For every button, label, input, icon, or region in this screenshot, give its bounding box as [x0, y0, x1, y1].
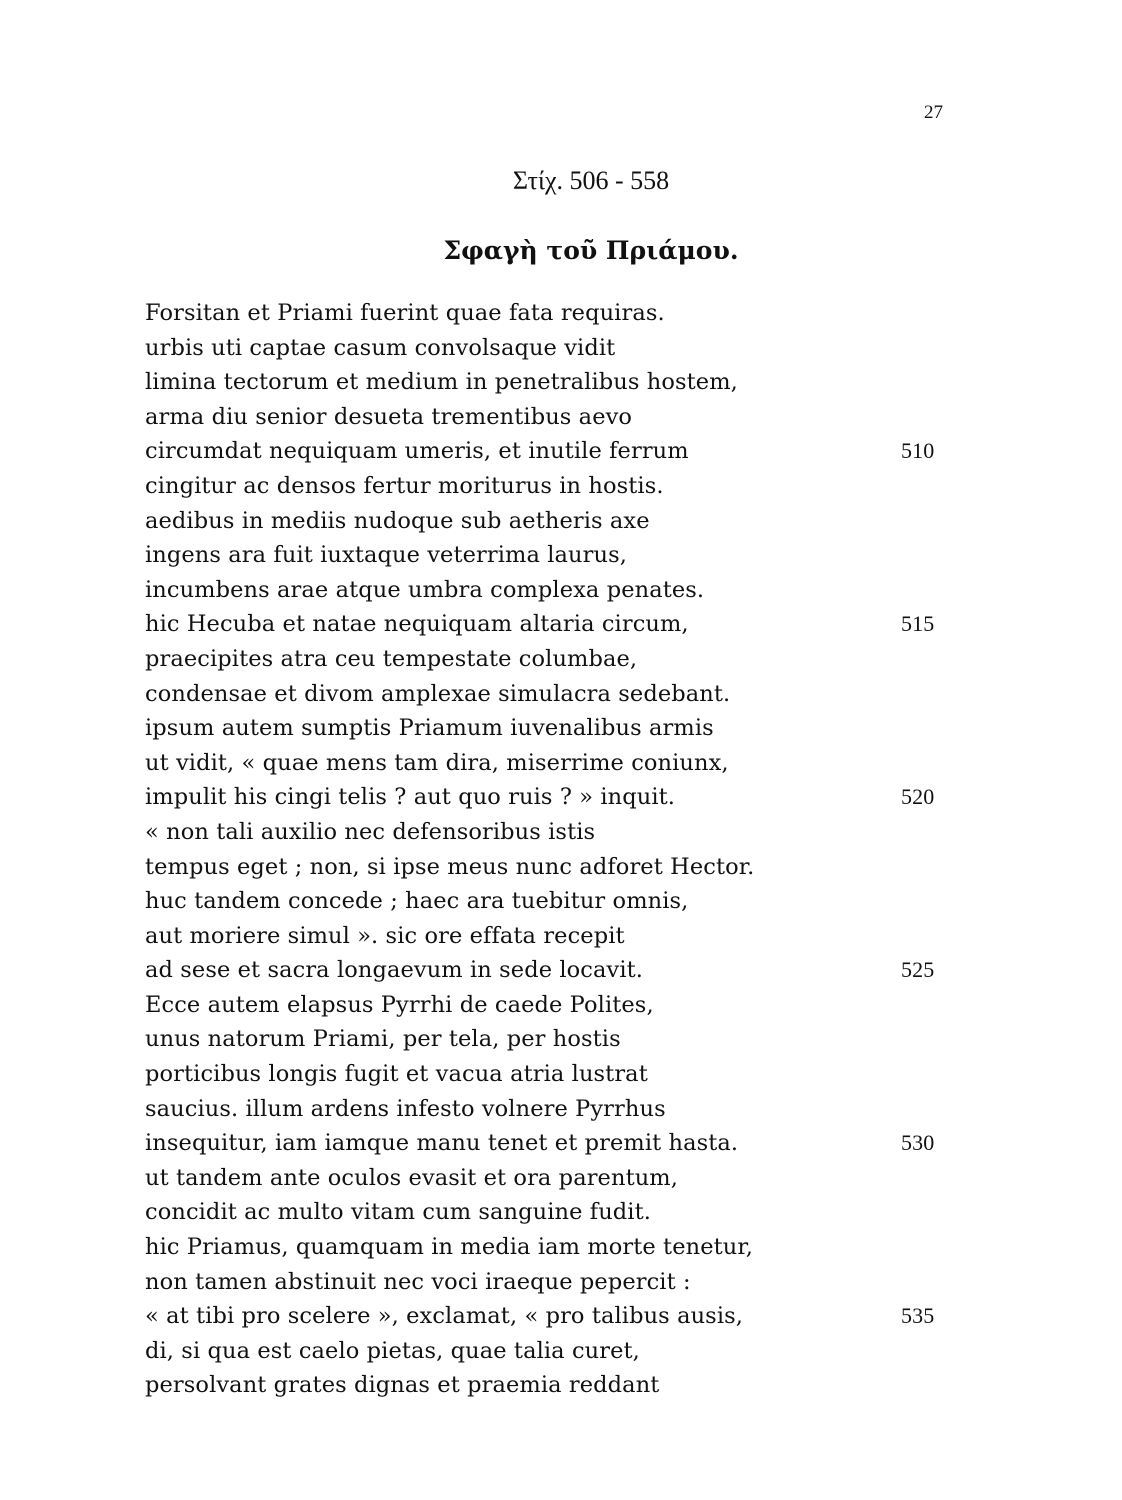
verse-line-text: unus natorum Priami, per tela, per hostis — [145, 1026, 621, 1053]
verse-line — [145, 815, 965, 850]
verse-line-text: Ecce autem elapsus Pyrrhi de caede Polites, — [145, 991, 654, 1018]
verse-line — [145, 1092, 965, 1127]
verse-line-text: persolvant grates dignas et praemia reddant — [145, 1372, 660, 1399]
verse-line-text: saucius. illum ardens infesto volnere Pyrrhus — [145, 1095, 666, 1122]
verse-line — [145, 850, 965, 885]
verse-line — [145, 504, 965, 539]
verse-line-text: praecipites atra ceu tempestate columbae, — [145, 645, 638, 672]
verse-line-text: limina tectorum et medium in penetralibus hostem, — [145, 369, 738, 396]
verse-line-text: aut moriere simul ». sic ore effata recepit — [145, 922, 625, 949]
verse-line — [145, 953, 965, 988]
verse-line-text: circumdat nequiquam umeris, et inutile ferrum — [145, 438, 689, 465]
verse-line — [145, 1126, 965, 1161]
verse-line-text: incumbens arae atque umbra complexa penates. — [145, 576, 705, 603]
verse-line-text: di, si qua est caelo pietas, quae talia curet, — [145, 1337, 640, 1364]
verse-line-text: ut vidit, « quae mens tam dira, miserrime coniunx, — [145, 749, 729, 776]
verse-range-heading: Στίχ. 506 - 558 — [512, 166, 670, 195]
page-number: 27 — [924, 102, 943, 123]
verse-line-number: 520 — [901, 784, 935, 810]
verse-line — [145, 434, 965, 469]
verse-line-text: aedibus in mediis nudoque sub aetheris axe — [145, 507, 650, 534]
verse-line-number: 530 — [901, 1130, 935, 1156]
verse-line — [145, 919, 965, 954]
section-title: Σφαγὴ τοῦ Πριάμου. — [443, 236, 739, 265]
verse-line — [145, 746, 965, 781]
verse-line — [145, 1334, 965, 1369]
verse-line-text: ingens ara fuit iuxtaque veterrima laurus, — [145, 542, 627, 569]
verse-line-text: hic Priamus, quamquam in media iam morte tenetur, — [145, 1234, 753, 1261]
verse-line-text: cingitur ac densos fertur moriturus in hostis. — [145, 472, 664, 499]
verse-line-text: non tamen abstinuit nec voci iraeque pepercit : — [145, 1268, 691, 1295]
verse-line — [145, 1161, 965, 1196]
verse-line — [145, 711, 965, 746]
verse-line-text: arma diu senior desueta trementibus aevo — [145, 403, 633, 430]
verse-line — [145, 573, 965, 608]
verse-line-text: Forsitan et Priami fuerint quae fata requiras. — [145, 300, 665, 326]
verse-line-text: ut tandem ante oculos evasit et ora parentum, — [145, 1164, 678, 1191]
verse-line — [145, 780, 965, 815]
verse-line-text: urbis uti captae casum convolsaque vidit — [145, 334, 616, 361]
verse-line — [145, 988, 965, 1023]
verse-line — [145, 884, 965, 919]
poem-text — [145, 296, 965, 1403]
verse-line-text: tempus eget ; non, si ipse meus nunc adforet Hector. — [145, 853, 755, 880]
verse-line — [145, 1230, 965, 1265]
verse-line-text: « at tibi pro scelere », exclamat, « pro talibus ausis, — [145, 1303, 744, 1330]
verse-line — [145, 1265, 965, 1300]
verse-line — [145, 469, 965, 504]
verse-line-number: 525 — [901, 957, 935, 983]
verse-line-text: concidit ac multo vitam cum sanguine fudit. — [145, 1199, 652, 1226]
verse-line-number: 510 — [901, 438, 935, 464]
verse-line-text: ipsum autem sumptis Priamum iuvenalibus armis — [145, 715, 714, 742]
verse-line-text: porticibus longis fugit et vacua atria lustrat — [145, 1061, 648, 1088]
verse-line-text: hic Hecuba et natae nequiquam altaria circum, — [145, 611, 689, 638]
verse-line — [145, 607, 965, 642]
verse-line-number: 515 — [901, 611, 935, 637]
verse-line — [145, 1195, 965, 1230]
verse-line — [145, 365, 965, 400]
verse-line — [145, 677, 965, 712]
verse-line — [145, 1368, 965, 1403]
verse-line — [145, 1299, 965, 1334]
verse-line-text: impulit his cingi telis ? aut quo ruis ? » inquit. — [145, 784, 676, 811]
verse-line-text: insequitur, iam iamque manu tenet et premit hasta. — [145, 1130, 739, 1157]
verse-line-number: 535 — [901, 1303, 935, 1329]
verse-line — [145, 1022, 965, 1057]
verse-line-text: huc tandem concede ; haec ara tuebitur omnis, — [145, 888, 689, 915]
verse-line-text: ad sese et sacra longaevum in sede locavit. — [145, 957, 644, 984]
verse-line — [145, 400, 965, 435]
verse-line — [145, 1057, 965, 1092]
verse-line — [145, 331, 965, 366]
verse-line-text: « non tali auxilio nec defensoribus istis — [145, 818, 596, 845]
verse-line — [145, 642, 965, 677]
verse-line — [145, 538, 965, 573]
verse-line — [145, 296, 965, 331]
verse-line-text: condensae et divom amplexae simulacra sedebant. — [145, 680, 731, 707]
